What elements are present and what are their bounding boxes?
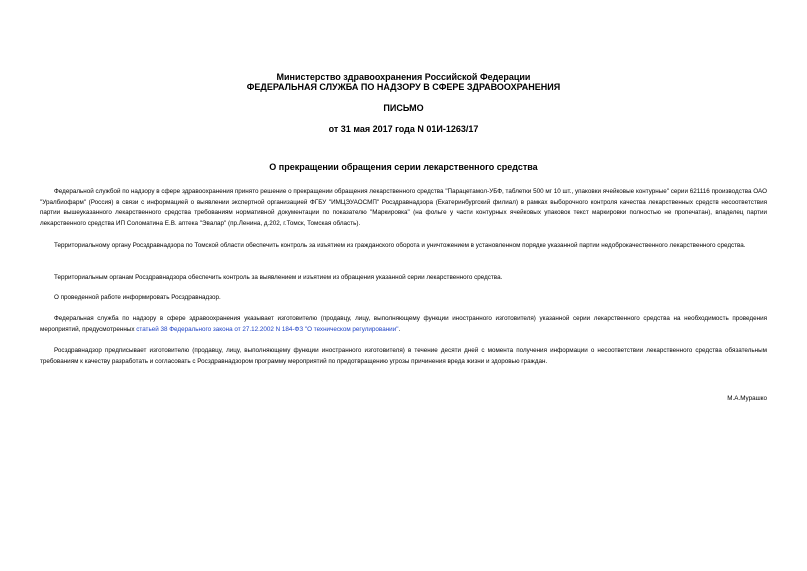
paragraph-manufacturer-measures: [40, 314, 767, 335]
paragraph-inform: О проведенной работе информировать Росздравнадзор.: [54, 294, 221, 301]
ministry-line: Министерство здравоохранения Российской Федерации: [276, 72, 531, 82]
law-link[interactable]: статьей 38 Федерального закона от 27.12.2002 N 184-ФЗ "О техническом регулировании": [136, 325, 399, 333]
paragraph-text-end: .: [398, 325, 401, 333]
paragraph-decision: Федеральной службой по надзору в сфере здравоохранения принято решение о прекращении обращения лекарственного средства "Парацетамол-УБФ, таблетки 500 мг 10 шт., упаковки ячейковые контурные" серии 621116 производства ОАО "Уралбиофарм" (Россия) в связи с информацией о выявлении экспертной организацией ФГБУ "ИМЦЭУАОСМП" Росздравнадзора (Екатеринбургский филиал) в рамках выборочного контроля качества лекарственных средств несоответствия партии вышеуказанного лекарственного средства требованиям нормативной документации по показателю "Маркировка" (на фольге у части контурных ячейковых упаковок текст маркировки полностью не пропечатан), владелец партии лекарственного средства ИП Соломатина Е.В. аптека "Эвалар" (пр.Ленина, д.202, г.Томск, Томская область).: [40, 188, 767, 227]
service-line: ФЕДЕРАЛЬНАЯ СЛУЖБА ПО НАДЗОРУ В СФЕРЕ ЗДРАВООХРАНЕНИЯ: [246, 82, 561, 92]
paragraph-territorial-tomsk: Территориальному органу Росздравнадзора по Томской области обеспечить контроль за изъятием из гражданского оборота и уничтожением в установленном порядке указанной партии недоброкачественного лекарственного средства.: [54, 242, 746, 249]
paragraph-prescription: Росздравнадзор предписывает изготовителю (продавцу, лицу, выполняющему функции иностранного изготовителя) в течение десяти дней с момента получения информации о несоответствии лекарственного средства обязательным требованиям к качеству разработать и согласовать с Росздравнадзором программу мероприятий по предотвращению угрозы причинения вреда жизни и здоровью граждан.: [40, 347, 767, 365]
document-subject: О прекращении обращения серии лекарственного средства: [269, 162, 538, 172]
document-date-number: от 31 мая 2017 года N 01И-1263/17: [328, 124, 479, 134]
paragraph-text: Федеральная служба по надзору в сфере здравоохранения указывает изготовителю (продавцу, лицу, выполняющему функции иностранного изготовителя) указанной серии лекарственного средства на необходимость проведения мероприятий, предусмотренных: [40, 315, 767, 333]
paragraph-territorial-control: Территориальным органам Росздравнадзора обеспечить контроль за выявлением и изъятием из обращения указанной серии лекарственного средства.: [54, 274, 503, 281]
document-type: ПИСЬМО: [383, 103, 424, 113]
signature: М.А.Мурашко: [727, 395, 767, 402]
